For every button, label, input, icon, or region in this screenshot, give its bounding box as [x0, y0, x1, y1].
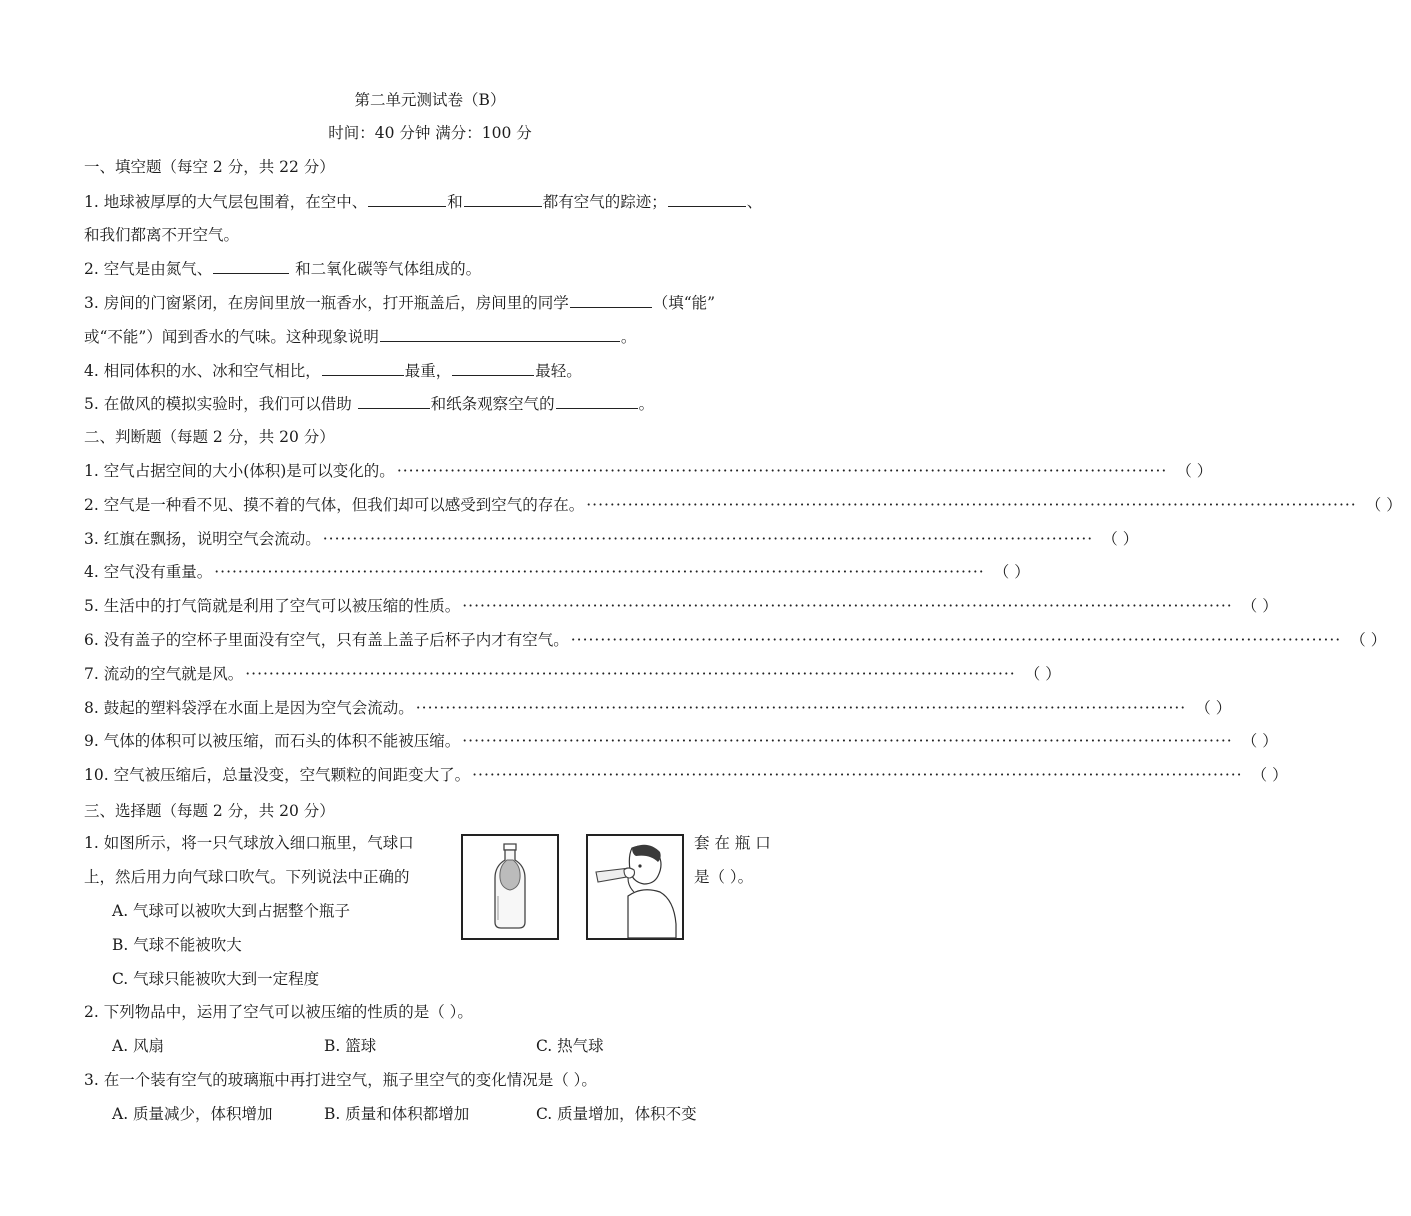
answer-parentheses[interactable]: （ ）: [1241, 732, 1278, 751]
choice-q1-line2-right: 是（ ）。: [694, 868, 754, 886]
leader-dots: ··································································································································: [245, 664, 1016, 683]
fill-q3-line1: [84, 291, 776, 314]
fill-q1-text-a: 1. 地球被厚厚的大气层包围着，在空中、: [84, 193, 368, 211]
fill-q5-text-b: 和纸条观察空气的: [430, 395, 555, 413]
judge-item-text: 3. 红旗在飘扬，说明空气会流动。: [84, 529, 321, 548]
judge-item: [84, 764, 1288, 786]
leader-dots: ··································································································································: [415, 698, 1187, 717]
judge-item-text: 9. 气体的体积可以被压缩，而石头的体积不能被压缩。: [84, 732, 461, 751]
answer-blank[interactable]: [556, 392, 638, 409]
choice-q1-line1-left: 1. 如图所示，将一只气球放入细口瓶里，气球口: [84, 834, 414, 852]
page-title: 第二单元测试卷（B）: [354, 91, 506, 109]
choice-q2-option-c[interactable]: C. 热气球: [536, 1037, 604, 1055]
fill-q5-text-c: 。: [638, 395, 655, 413]
choice-q2-stem: 2. 下列物品中，运用了空气可以被压缩的性质的是（ ）。: [84, 1003, 473, 1021]
leader-dots: ··································································································································: [462, 597, 1233, 616]
leader-dots: ··································································································································: [462, 732, 1233, 751]
judge-item: [84, 663, 1061, 685]
judge-item-text: 6. 没有盖子的空杯子里面没有空气，只有盖上盖子后杯子内才有空气。: [84, 631, 569, 649]
answer-parentheses[interactable]: （ ）: [1251, 766, 1288, 785]
section3-heading: 三、选择题（每题 2 分，共 20 分）: [84, 802, 335, 820]
answer-parentheses[interactable]: （ ）: [1024, 664, 1061, 683]
leader-dots: ··································································································································: [396, 462, 1168, 480]
answer-blank[interactable]: [464, 190, 542, 207]
leader-dots: ··································································································································: [322, 529, 1094, 548]
choice-q1-line1-right: 套 在 瓶 口: [694, 834, 771, 852]
judge-item-text: 10. 空气被压缩后，总量没变，空气颗粒的间距变大了。: [84, 766, 471, 785]
choice-q1-line2-left: 上，然后用力向气球口吹气。下列说法中正确的: [84, 868, 410, 886]
choice-q3-option-b[interactable]: B. 质量和体积都增加: [324, 1105, 470, 1123]
judge-item: [84, 730, 1278, 752]
judge-item: [84, 460, 1213, 482]
fill-q2: [84, 257, 776, 280]
fill-q3-text-b: （填“能”: [652, 294, 716, 312]
answer-parentheses[interactable]: （ ）: [1365, 495, 1402, 514]
answer-parentheses[interactable]: （ ）: [1176, 462, 1213, 480]
answer-blank[interactable]: [668, 190, 746, 207]
answer-parentheses[interactable]: （ ）: [1195, 698, 1232, 717]
fill-q4: [84, 359, 776, 382]
choice-q3-stem: 3. 在一个装有空气的玻璃瓶中再打进空气，瓶子里空气的变化情况是（ ）。: [84, 1071, 597, 1089]
fill-q1-line2: 和我们都离不开空气。: [84, 226, 240, 244]
fill-q1-text-c: 都有空气的踪迹；: [542, 193, 667, 211]
judge-item-text: 8. 鼓起的塑料袋浮在水面上是因为空气会流动。: [84, 698, 414, 717]
answer-blank[interactable]: [358, 392, 430, 409]
judge-item: [84, 494, 1402, 516]
section2-heading: 二、判断题（每题 2 分，共 20 分）: [84, 428, 335, 446]
judge-item-text: 4. 空气没有重量。: [84, 563, 213, 582]
choice-q3-option-a[interactable]: A. 质量减少，体积增加: [112, 1105, 273, 1123]
judge-item: [84, 528, 1139, 550]
choice-q2-option-b[interactable]: B. 篮球: [324, 1037, 377, 1055]
leader-dots: ··································································································································: [214, 563, 985, 582]
fill-q4-text-b: 最重，: [404, 362, 452, 380]
answer-parentheses[interactable]: （ ）: [1241, 597, 1278, 616]
page-subtitle: 时间：40 分钟 满分：100 分: [328, 124, 532, 142]
fill-q3-text-a: 3. 房间的门窗紧闭，在房间里放一瓶香水，打开瓶盖后，房间里的同学: [84, 294, 569, 312]
judge-item: [84, 595, 1278, 617]
section1-heading: 一、填空题（每空 2 分，共 22 分）: [84, 158, 335, 176]
choice-q1-option-c[interactable]: C. 气球只能被吹大到一定程度: [112, 970, 320, 988]
leader-dots: ··································································································································: [472, 766, 1243, 785]
fill-q2-text-a: 2. 空气是由氮气、: [84, 260, 213, 278]
choice-q2-option-a[interactable]: A. 风扇: [112, 1037, 165, 1055]
judge-item: [84, 697, 1232, 719]
choice-q1-option-a[interactable]: A. 气球可以被吹大到占据整个瓶子: [112, 902, 351, 920]
fill-q5: [84, 392, 776, 415]
fill-q3-text-c: 或“不能”）闻到香水的气味。这种现象说明: [84, 328, 379, 346]
judge-item-text: 7. 流动的空气就是风。: [84, 664, 244, 683]
answer-parentheses[interactable]: （ ）: [1350, 631, 1387, 649]
judge-item: [84, 629, 1387, 651]
fill-q3-line2: [84, 325, 776, 348]
judge-item-text: 1. 空气占据空间的大小(体积)是可以变化的。: [84, 462, 395, 480]
answer-blank[interactable]: [380, 325, 620, 342]
fill-q1-line1: [84, 190, 776, 213]
fill-q4-text-a: 4. 相同体积的水、冰和空气相比，: [84, 362, 321, 380]
fill-q5-text-a: 5. 在做风的模拟实验时，我们可以借助: [84, 395, 357, 413]
fill-q2-text-b: 和二氧化碳等气体组成的。: [290, 260, 482, 278]
fill-q1-text-b: 和: [447, 193, 463, 211]
boy-blowing-drawing: [588, 836, 682, 938]
bottle-balloon-figure: [461, 834, 559, 940]
answer-blank[interactable]: [570, 291, 652, 308]
fill-q3-text-d: 。: [620, 328, 637, 346]
boy-blowing-figure: [586, 834, 684, 940]
choice-q1-option-b[interactable]: B. 气球不能被吹大: [112, 936, 242, 954]
judge-item-text: 2. 空气是一种看不见、摸不着的气体，但我们却可以感受到空气的存在。: [84, 495, 585, 514]
answer-blank[interactable]: [368, 190, 446, 207]
leader-dots: ··································································································································: [570, 631, 1342, 649]
answer-blank[interactable]: [213, 257, 289, 274]
choice-q3-option-c[interactable]: C. 质量增加，体积不变: [536, 1105, 697, 1123]
judge-item-text: 5. 生活中的打气筒就是利用了空气可以被压缩的性质。: [84, 597, 461, 616]
judge-item: [84, 561, 1030, 583]
leader-dots: ··································································································································: [586, 495, 1357, 514]
fill-q4-text-c: 最轻。: [535, 362, 582, 380]
answer-parentheses[interactable]: （ ）: [1102, 529, 1139, 548]
answer-blank[interactable]: [322, 359, 404, 376]
fill-q1-text-d: 、: [746, 193, 763, 211]
answer-parentheses[interactable]: （ ）: [993, 563, 1030, 582]
answer-blank[interactable]: [452, 359, 534, 376]
bottle-balloon-drawing: [463, 836, 557, 938]
